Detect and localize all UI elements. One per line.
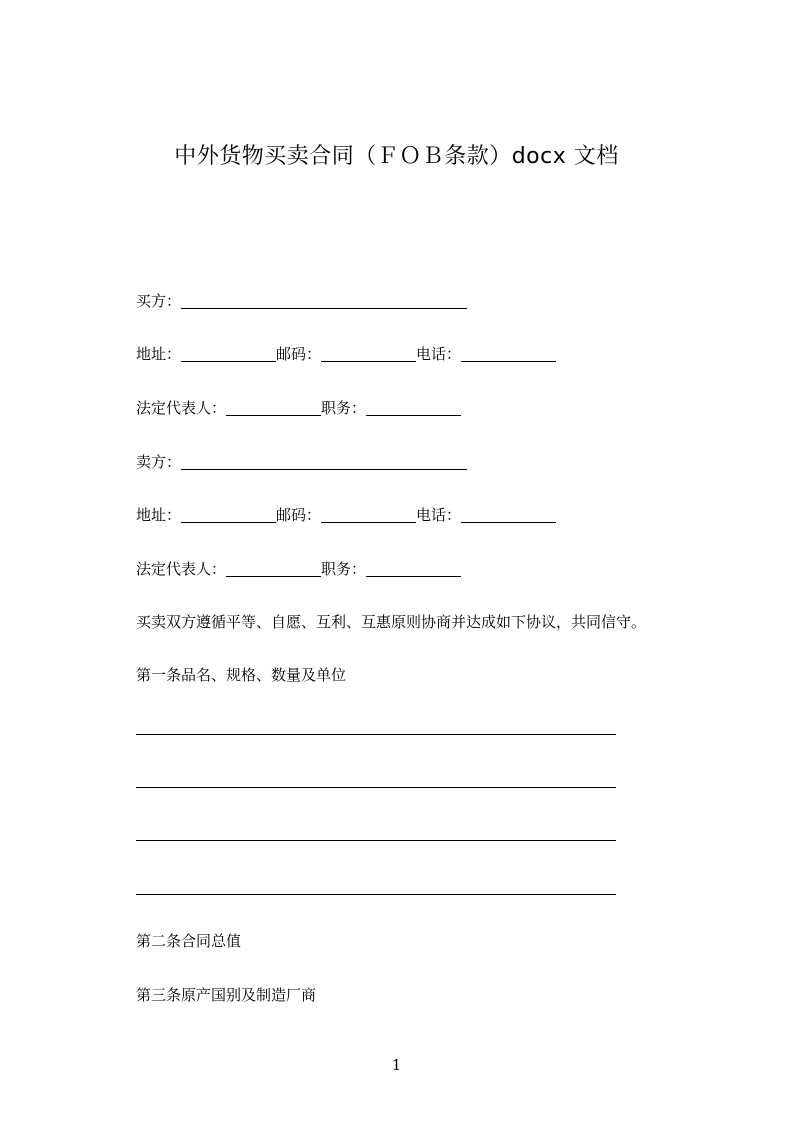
buyer-address-label: 地址： — [136, 345, 182, 363]
buyer-contact-line — [136, 343, 556, 365]
seller-line — [136, 451, 467, 473]
article-3-heading: 第三条原产国别及制造厂商 — [136, 986, 317, 1004]
seller-name-blank — [181, 453, 467, 470]
buyer-name-blank — [181, 292, 467, 309]
document-title: 中外货物买卖合同（ＦＯＢ条款）docx 文档 — [174, 144, 619, 169]
buyer-legal-rep-label: 法定代表人： — [136, 399, 227, 417]
seller-legal-rep-blank — [226, 560, 321, 577]
seller-position-blank — [366, 560, 461, 577]
seller-phone-label: 电话： — [416, 506, 462, 524]
article-1-blank-line-4 — [136, 894, 616, 895]
buyer-line — [136, 290, 467, 312]
buyer-phone-blank — [461, 345, 556, 362]
article-2-heading: 第二条合同总值 — [136, 932, 242, 950]
seller-address-label: 地址： — [136, 506, 182, 524]
article-1-blank-line-1 — [136, 734, 616, 735]
seller-contact-line — [136, 504, 556, 526]
seller-address-blank — [181, 506, 276, 523]
page-number: 1 — [391, 1056, 402, 1074]
buyer-label: 买方： — [136, 292, 182, 310]
seller-phone-blank — [461, 506, 556, 523]
seller-postcode-label: 邮码： — [276, 506, 322, 524]
seller-legal-rep-label: 法定代表人： — [136, 560, 227, 578]
buyer-legal-rep-blank — [226, 399, 321, 416]
buyer-phone-label: 电话： — [416, 345, 462, 363]
article-1-blank-line-2 — [136, 787, 616, 788]
seller-label: 卖方： — [136, 453, 182, 471]
agreement-paragraph: 买卖双方遵循平等、自愿、互利、互惠原则协商并达成如下协议，共同信守。 — [136, 613, 647, 631]
article-1-heading: 第一条品名、规格、数量及单位 — [136, 666, 347, 684]
seller-rep-line — [136, 558, 461, 580]
article-1-blank-line-3 — [136, 840, 616, 841]
buyer-postcode-label: 邮码： — [276, 345, 322, 363]
buyer-position-blank — [366, 399, 461, 416]
buyer-address-blank — [181, 345, 276, 362]
buyer-position-label: 职务： — [321, 399, 367, 417]
buyer-postcode-blank — [321, 345, 416, 362]
buyer-rep-line — [136, 397, 461, 419]
seller-position-label: 职务： — [321, 560, 367, 578]
seller-postcode-blank — [321, 506, 416, 523]
